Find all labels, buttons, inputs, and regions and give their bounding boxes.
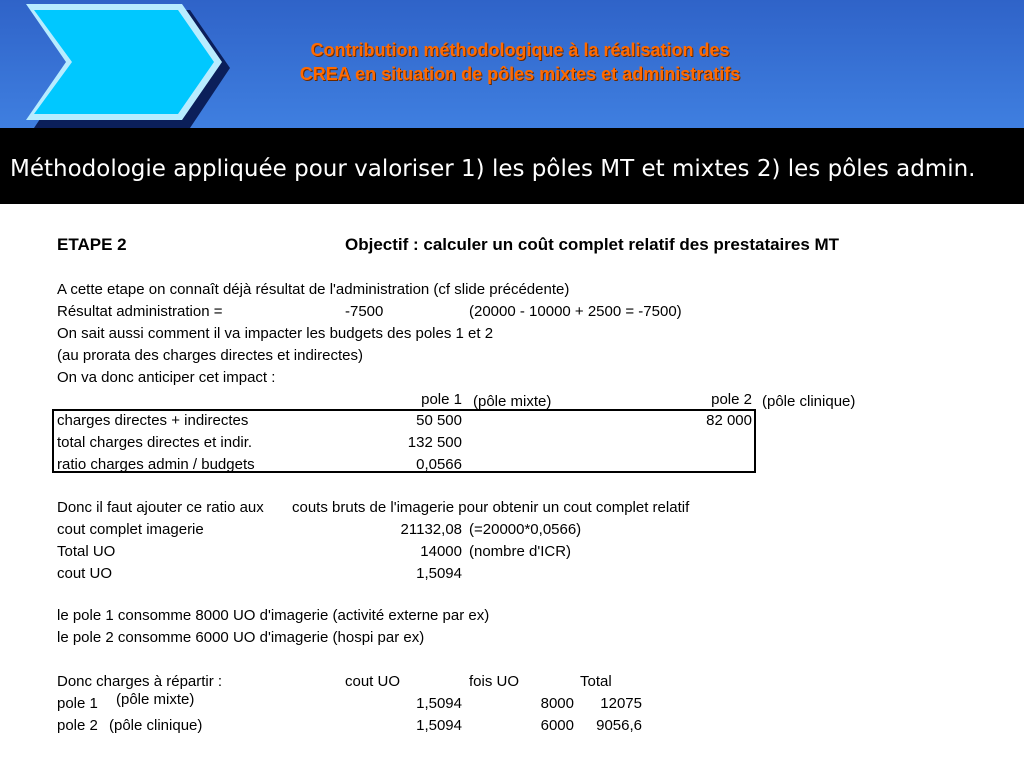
banner-text: Méthodologie appliquée pour valoriser 1) les pôles MT et mixtes 2) les pôles admin. xyxy=(10,156,976,182)
pole2-header: pole 2 xyxy=(711,391,752,408)
allocation-row-total: 12075 xyxy=(600,695,642,712)
intro-line-2-label: Résultat administration = xyxy=(57,303,223,320)
consumption-line-2: le pole 2 consomme 6000 UO d'imagerie (hospi par ex) xyxy=(57,629,425,646)
table-row-p2: 82 000 xyxy=(706,412,752,429)
intro-line-4: (au prorata des charges directes et indirectes) xyxy=(57,347,363,364)
intro-line-2-value: -7500 xyxy=(345,303,384,320)
table-row-p1: 0,0566 xyxy=(416,456,462,473)
pole1-note: (pôle mixte) xyxy=(473,393,552,410)
allocation-header-cout: cout UO xyxy=(345,673,401,690)
cost-row-value: 1,5094 xyxy=(416,565,462,582)
allocation-label: Donc charges à répartir : xyxy=(57,673,223,690)
allocation-row-fois: 8000 xyxy=(540,695,574,712)
allocation-row-note: (pôle clinique) xyxy=(109,717,203,734)
table-row-p1: 50 500 xyxy=(416,412,462,429)
table-row-label: ratio charges admin / budgets xyxy=(57,456,255,473)
allocation-row-cout: 1,5094 xyxy=(416,717,462,734)
cost-row-label: Total UO xyxy=(57,543,116,560)
cost-row-value: 14000 xyxy=(420,543,462,560)
intro-line-2-calc: (20000 - 10000 + 2500 = -7500) xyxy=(469,303,682,320)
allocation-row-note: (pôle mixte) xyxy=(116,691,195,708)
objectif-label: Objectif : calculer un coût complet relatif des prestataires MT xyxy=(345,235,840,254)
cost-row-note: (=20000*0,0566) xyxy=(469,521,582,538)
cost-lead-a: Donc il faut ajouter ce ratio aux xyxy=(57,499,264,516)
cost-row-note: (nombre d'ICR) xyxy=(469,543,572,560)
allocation-row-fois: 6000 xyxy=(540,717,574,734)
cost-lead-b: couts bruts de l'imagerie pour obtenir un cout complet relatif xyxy=(292,499,690,516)
table-row-p1: 132 500 xyxy=(407,434,462,451)
consumption-line-1: le pole 1 consomme 8000 UO d'imagerie (activité externe par ex) xyxy=(57,607,490,624)
intro-line-3: On sait aussi comment il va impacter les budgets des poles 1 et 2 xyxy=(57,325,494,342)
page-title: Contribution méthodologique à la réalisation des CREA en situation de pôles mixtes et administratifs xyxy=(299,40,741,84)
table-row-label: total charges directes et indir. xyxy=(57,434,253,451)
allocation-header-total: Total xyxy=(580,673,612,690)
allocation-header-fois: fois UO xyxy=(469,673,520,690)
pole1-header: pole 1 xyxy=(421,391,462,408)
allocation-row-cout: 1,5094 xyxy=(416,695,462,712)
cost-row-value: 21132,08 xyxy=(400,521,462,538)
intro-line-1: A cette etape on connaît déjà résultat de l'administration (cf slide précédente) xyxy=(57,281,570,298)
table-row-label: charges directes + indirectes xyxy=(57,412,249,429)
cost-row-label: cout complet imagerie xyxy=(57,521,204,538)
allocation-row-total: 9056,6 xyxy=(596,717,642,734)
allocation-row-pole: pole 2 xyxy=(57,717,98,734)
intro-line-5: On va donc anticiper cet impact : xyxy=(57,369,276,386)
etape-label: ETAPE 2 xyxy=(57,235,127,254)
allocation-row-pole: pole 1 xyxy=(57,695,98,712)
pole2-note: (pôle clinique) xyxy=(762,393,856,410)
cost-row-label: cout UO xyxy=(57,565,113,582)
